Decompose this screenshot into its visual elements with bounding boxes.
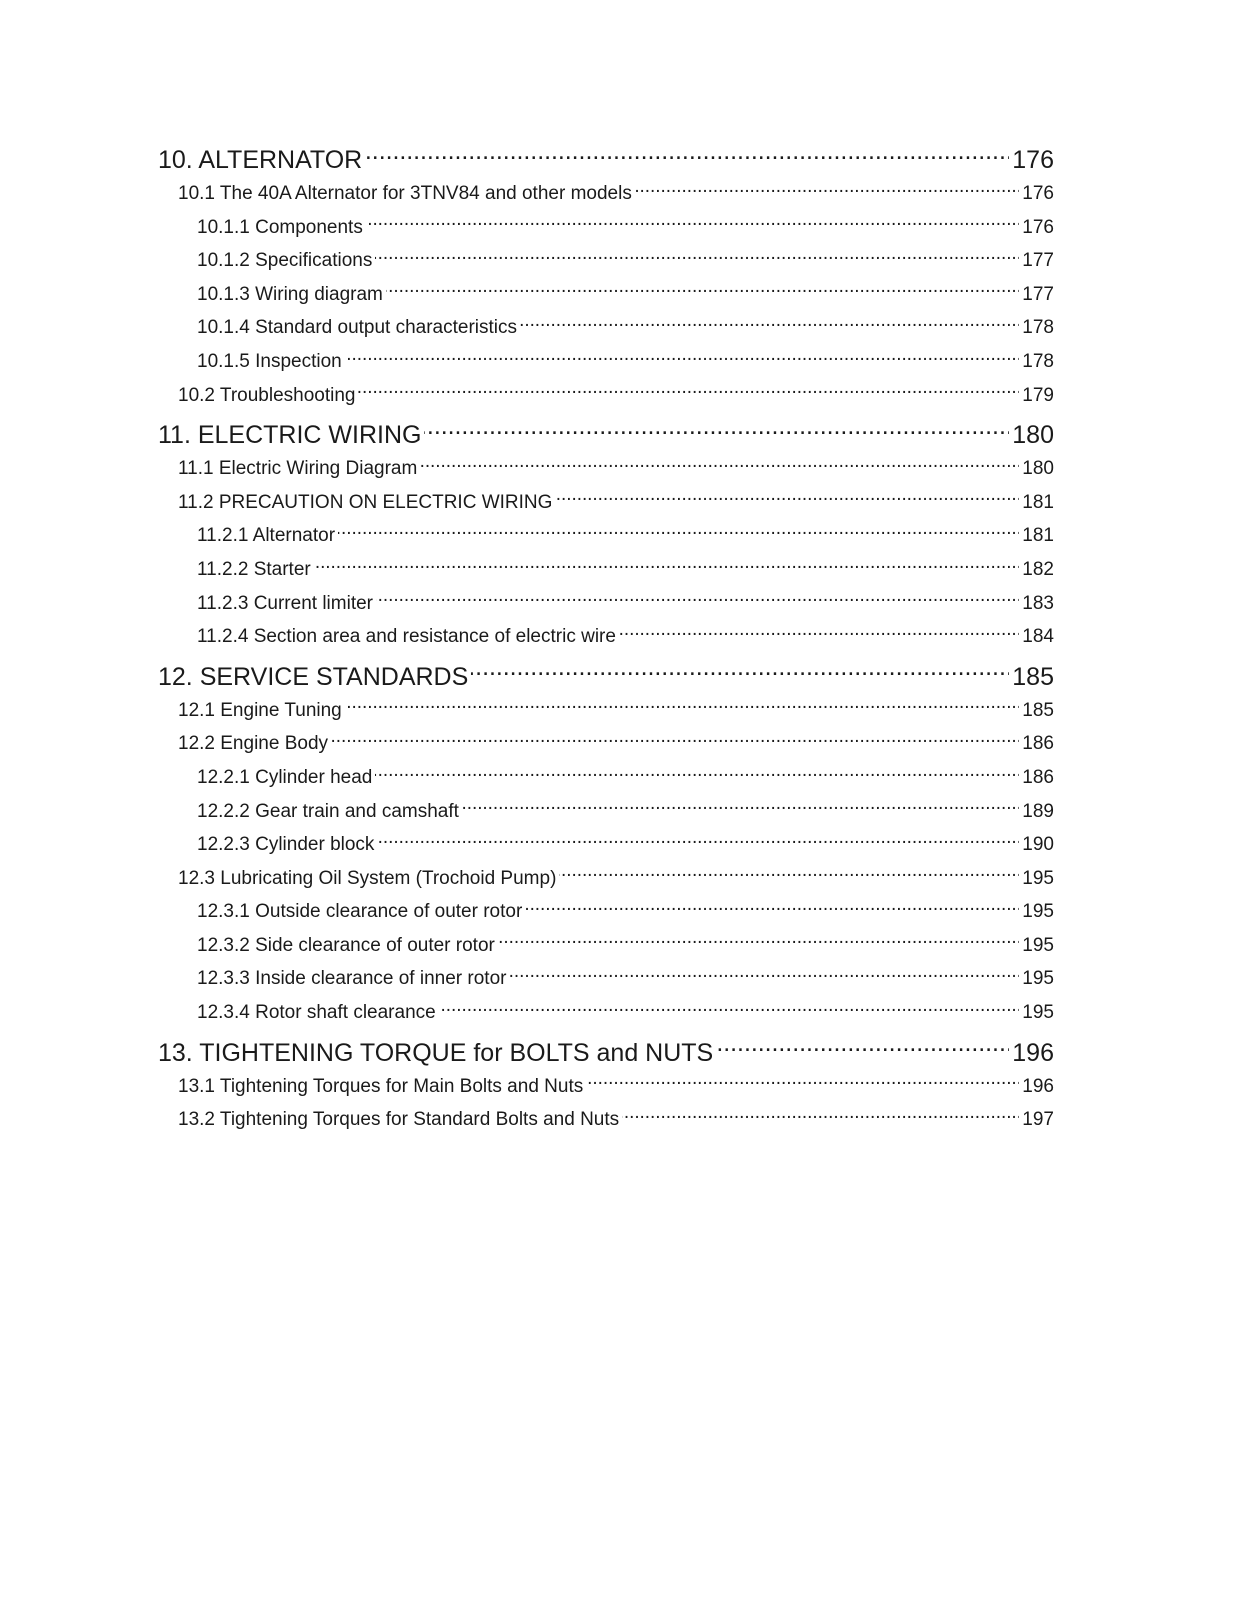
dot-leader (622, 1106, 1019, 1125)
toc-entry-10-1[interactable] (158, 177, 1054, 211)
dot-leader (345, 348, 1020, 367)
toc-section-12 (158, 660, 1054, 1030)
dot-leader (420, 455, 1019, 474)
toc-entry-page: 181 (1022, 525, 1054, 547)
toc-entry-10-1-4[interactable] (158, 311, 1054, 345)
toc-entry-title: 12.2 Engine Body (178, 733, 329, 755)
toc-entry-title: 11. ELECTRIC WIRING (158, 421, 422, 450)
toc-entry-10-1-3[interactable] (158, 278, 1054, 312)
dot-leader (375, 764, 1019, 783)
toc-section-11 (158, 418, 1054, 654)
toc-entry-page: 177 (1022, 283, 1054, 305)
toc-entry-title: 12.2.2 Gear train and camshaft (197, 800, 459, 822)
toc-entry-title: 10. ALTERNATOR (158, 146, 363, 174)
toc-entry-12-3-4[interactable] (158, 996, 1054, 1030)
toc-entry-title: 12.3.1 Outside clearance of outer rotor (197, 901, 523, 923)
toc-entry-title: 11.2.2 Starter (197, 558, 311, 580)
toc-entry-title: 11.2.1 Alternator (197, 525, 336, 547)
toc-entry-title: 13.1 Tightening Torques for Main Bolts and Nuts (178, 1075, 584, 1097)
dot-leader (314, 556, 1020, 575)
dot-leader (365, 143, 1009, 168)
toc-entry-title: 12.3.4 Rotor shaft clearance (197, 1002, 436, 1024)
toc-entry-13-2[interactable] (158, 1103, 1054, 1137)
toc-entry-11-2-4[interactable] (158, 620, 1054, 654)
toc-entry-title: 12. SERVICE STANDARDS (158, 662, 469, 691)
toc-entry-10-1-5[interactable] (158, 345, 1054, 379)
toc-entry-title: 12.3.3 Inside clearance of inner rotor (197, 968, 507, 990)
dot-leader (586, 1073, 1019, 1092)
toc-entry-page: 178 (1022, 317, 1054, 339)
dot-leader (424, 418, 1009, 443)
toc-heading-service-standards[interactable] (158, 660, 1054, 694)
toc-entry-12-2-1[interactable] (158, 761, 1054, 795)
toc-entry-title: 10.1.5 Inspection (197, 350, 342, 372)
toc-entry-page: 195 (1022, 867, 1054, 889)
toc-entry-page: 196 (1012, 1038, 1054, 1067)
toc-entry-title: 10.1 The 40A Alternator for 3TNV84 and other models (178, 183, 632, 204)
toc-entry-13-1[interactable] (158, 1070, 1054, 1104)
toc-entry-12-2[interactable] (158, 727, 1054, 761)
dot-leader (376, 590, 1019, 609)
toc-entry-12-3[interactable] (158, 862, 1054, 896)
toc-entry-12-3-3[interactable] (158, 962, 1054, 996)
toc-entry-10-1-1[interactable] (158, 211, 1054, 245)
toc-entry-page: 176 (1022, 183, 1054, 204)
dot-leader (377, 831, 1019, 850)
toc-entry-12-2-2[interactable] (158, 795, 1054, 829)
dot-leader (716, 1036, 1009, 1061)
toc-entry-page: 195 (1022, 934, 1054, 956)
toc-entry-page: 185 (1012, 662, 1054, 691)
toc-entry-11-2-3[interactable] (158, 587, 1054, 621)
toc-entry-page: 189 (1022, 800, 1054, 822)
dot-leader (375, 247, 1019, 266)
dot-leader (366, 214, 1019, 233)
toc-entry-11-2-1[interactable] (158, 519, 1054, 553)
toc-entry-title: 12.3 Lubricating Oil System (Trochoid Pump) (178, 867, 557, 889)
toc-entry-page: 196 (1022, 1075, 1054, 1097)
toc-entry-page: 177 (1022, 250, 1054, 272)
table-of-contents (158, 143, 1054, 1137)
dot-leader (471, 660, 1009, 685)
toc-entry-title: 11.1 Electric Wiring Diagram (178, 458, 418, 480)
dot-leader (345, 697, 1020, 716)
dot-leader (559, 865, 1019, 884)
toc-entry-title: 10.1.3 Wiring diagram (197, 283, 383, 305)
dot-leader (462, 798, 1019, 817)
toc-entry-page: 195 (1022, 1002, 1054, 1024)
toc-section-10 (158, 143, 1054, 412)
toc-entry-page: 179 (1022, 384, 1054, 406)
toc-entry-12-3-1[interactable] (158, 895, 1054, 929)
toc-entry-10-1-2[interactable] (158, 244, 1054, 278)
toc-entry-title: 10.1.2 Specifications (197, 250, 373, 272)
toc-entry-title: 12.3.2 Side clearance of outer rotor (197, 934, 495, 956)
dot-leader (619, 623, 1019, 642)
toc-entry-title: 10.2 Troubleshooting (178, 384, 356, 406)
toc-entry-title: 11.2 PRECAUTION ON ELECTRIC WIRING (178, 491, 553, 513)
toc-heading-alternator[interactable] (158, 143, 1054, 177)
toc-entry-page: 178 (1022, 350, 1054, 372)
toc-entry-11-2-2[interactable] (158, 553, 1054, 587)
toc-entry-page: 180 (1012, 421, 1054, 450)
dot-leader (635, 180, 1019, 199)
toc-entry-12-1[interactable] (158, 694, 1054, 728)
toc-entry-page: 176 (1012, 146, 1054, 174)
dot-leader (555, 489, 1019, 508)
toc-entry-title: 13.2 Tightening Torques for Standard Bolts and Nuts (178, 1109, 620, 1131)
toc-entry-page: 195 (1022, 901, 1054, 923)
dot-leader (498, 932, 1019, 951)
toc-entry-page: 183 (1022, 592, 1054, 614)
toc-entry-title: 11.2.3 Current limiter (197, 592, 373, 614)
toc-entry-page: 181 (1022, 491, 1054, 513)
toc-section-13 (158, 1036, 1054, 1137)
dot-leader (439, 999, 1020, 1018)
toc-heading-electric-wiring[interactable] (158, 418, 1054, 452)
dot-leader (509, 965, 1019, 984)
toc-entry-page: 180 (1022, 458, 1054, 480)
toc-entry-page: 176 (1022, 216, 1054, 238)
toc-entry-12-2-3[interactable] (158, 828, 1054, 862)
toc-entry-page: 185 (1022, 699, 1054, 721)
toc-entry-title: 12.1 Engine Tuning (178, 699, 342, 721)
toc-entry-page: 195 (1022, 968, 1054, 990)
toc-entry-title: 12.2.1 Cylinder head (197, 766, 373, 788)
toc-entry-title: 10.1.4 Standard output characteristics (197, 317, 518, 339)
dot-leader (338, 522, 1019, 541)
toc-entry-page: 182 (1022, 558, 1054, 580)
toc-entry-page: 184 (1022, 626, 1054, 648)
toc-heading-tightening-torque[interactable] (158, 1036, 1054, 1070)
toc-entry-11-2[interactable] (158, 486, 1054, 520)
toc-entry-title: 13. TIGHTENING TORQUE for BOLTS and NUTS (158, 1038, 714, 1067)
toc-entry-10-2[interactable] (158, 379, 1054, 413)
dot-leader (520, 314, 1019, 333)
dot-leader (386, 281, 1019, 300)
toc-entry-page: 190 (1022, 834, 1054, 856)
toc-entry-title: 11.2.4 Section area and resistance of electric wire (197, 626, 616, 648)
dot-leader (358, 382, 1019, 401)
toc-entry-title: 12.2.3 Cylinder block (197, 834, 375, 856)
toc-entry-11-1[interactable] (158, 452, 1054, 486)
toc-entry-page: 197 (1022, 1109, 1054, 1131)
toc-entry-title: 10.1.1 Components (197, 216, 363, 238)
dot-leader (331, 730, 1019, 749)
dot-leader (525, 898, 1019, 917)
toc-entry-page: 186 (1022, 766, 1054, 788)
toc-entry-page: 186 (1022, 733, 1054, 755)
toc-entry-12-3-2[interactable] (158, 929, 1054, 963)
